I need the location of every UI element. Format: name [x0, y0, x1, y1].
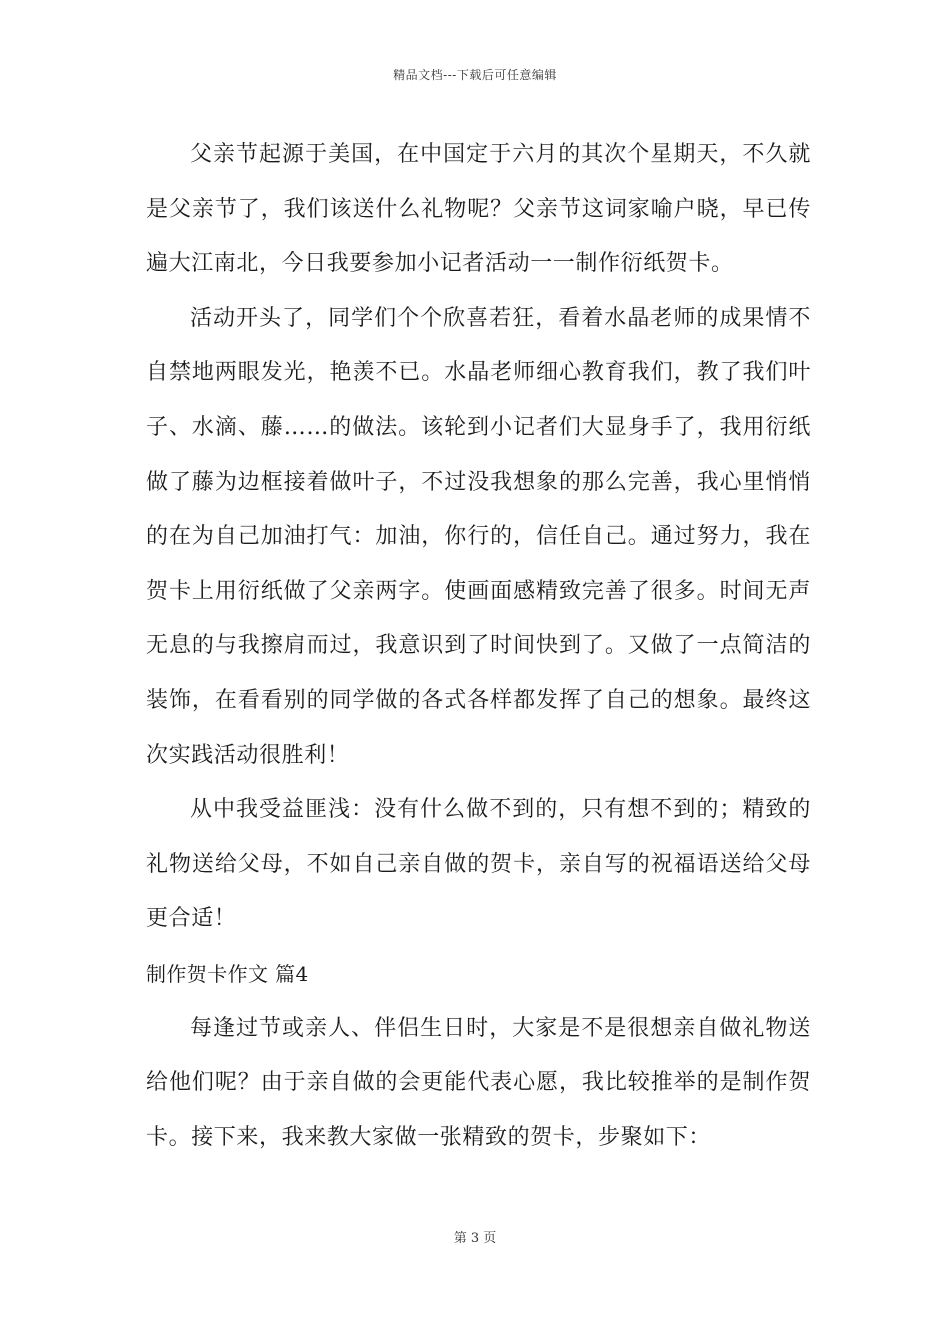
- document-body: [146, 128, 811, 1165]
- section-heading: 制作贺卡作文 篇4: [146, 961, 309, 986]
- paragraph-1: 父亲节起源于美国，在中国定于六月的其次个星期天，不久就是父亲节了，我们该送什么礼物呢？父亲节这词家喻户晓，早已传遍大江南北，今日我要参加小记者活动一一制作衍纸贺卡。: [146, 142, 811, 277]
- paragraph-3: 从中我受益匪浅：没有什么做不到的，只有想不到的；精致的礼物送给父母，不如自己亲自做的贺卡，亲自写的祝福语送给父母更合适！: [146, 797, 811, 932]
- paragraph-2: 活动开头了，同学们个个欣喜若狂，看着水晶老师的成果情不自禁地两眼发光，艳羡不已。水晶老师细心教育我们，教了我们叶子、水滴、藤……的做法。该轮到小记者们大显身手了，我用衍纸做了藤为边框接着做叶子，不过没我想象的那么完善，我心里悄悄的在为自己加油打气：加油，你行的，信任自己。通过努力，我在贺卡上用衍纸做了父亲两字。使画面感精致完善了很多。时间无声无息的与我擦肩而过，我意识到了时间快到了。又做了一点简洁的装饰，在看看别的同学做的各式各样都发挥了自己的想象。最终这次实践活动很胜利！: [146, 305, 811, 768]
- page-number: 第 3 页: [453, 1231, 497, 1246]
- paragraph-4: 每逢过节或亲人、伴侣生日时，大家是不是很想亲自做礼物送给他们呢？由于亲自做的会更能代表心愿，我比较推举的是制作贺卡。接下来，我来教大家做一张精致的贺卡，步聚如下：: [146, 1015, 811, 1150]
- page-header: 精品文档---下载后可任意编辑: [393, 68, 557, 82]
